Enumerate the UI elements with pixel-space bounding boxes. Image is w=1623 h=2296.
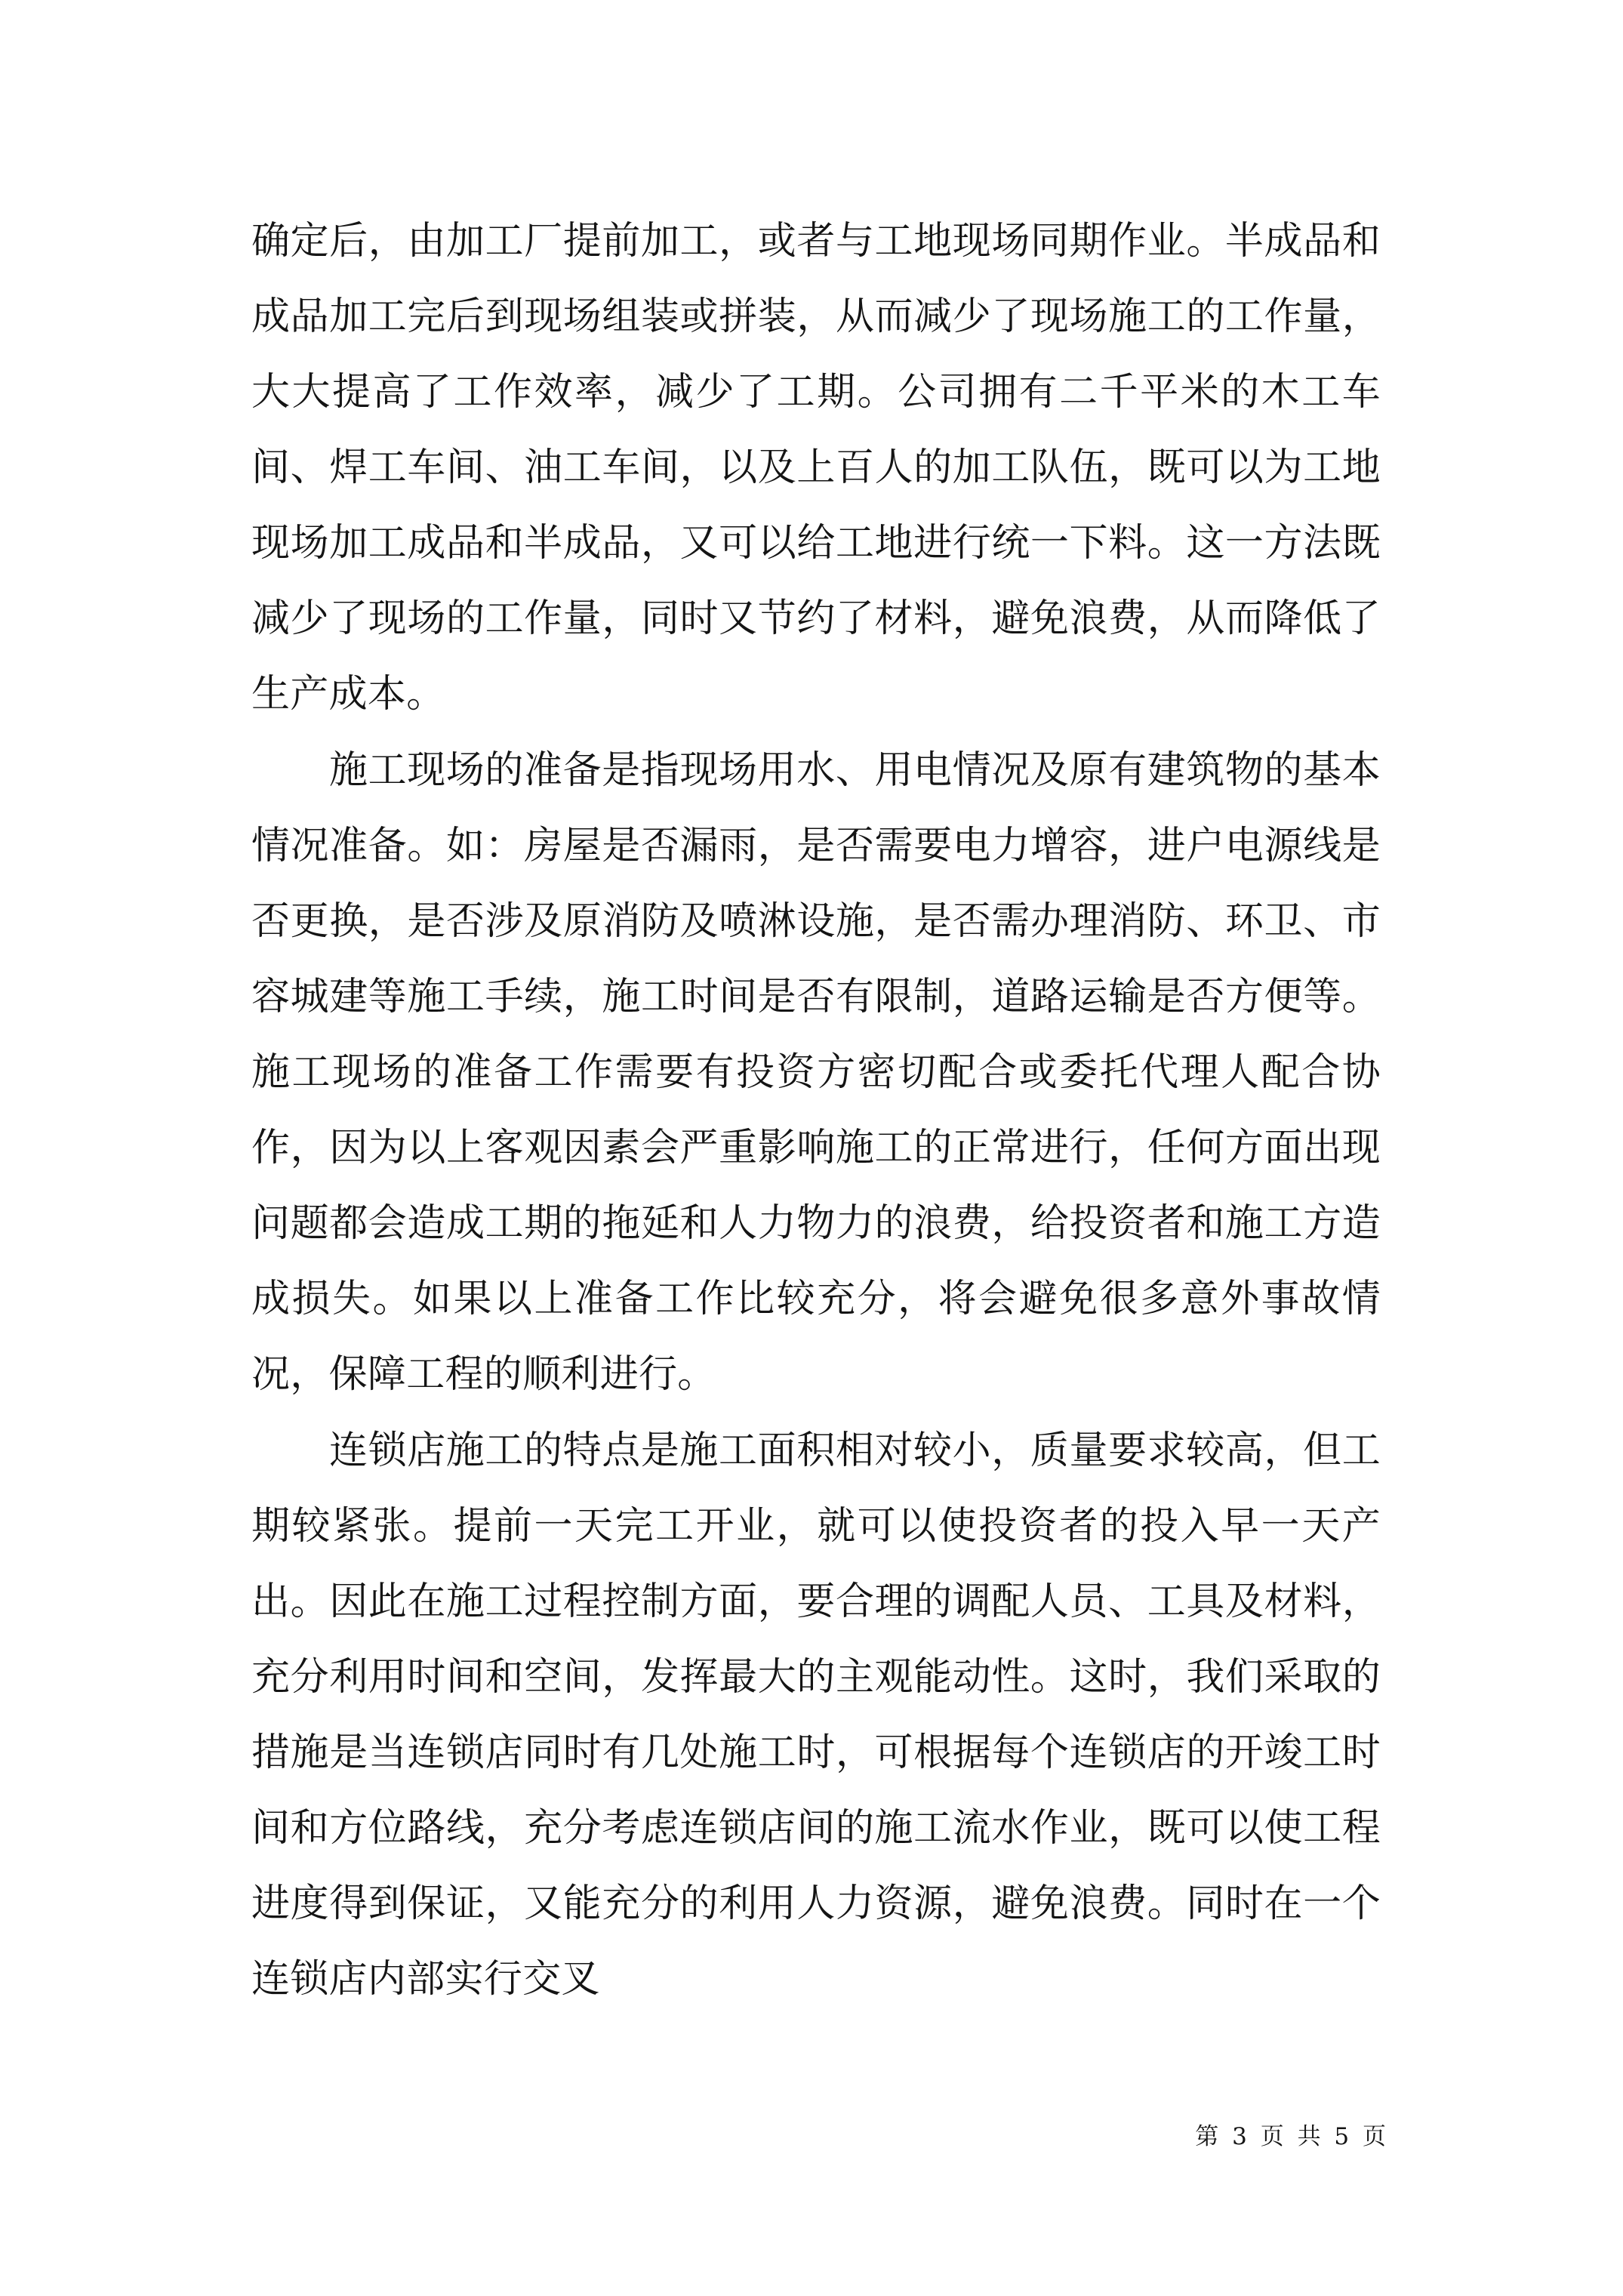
page-number-footer: 第 3 页 共 5 页 <box>1195 2123 1387 2150</box>
paragraph-chain-store-construction: 连锁店施工的特点是施工面积相对较小，质量要求较高，但工期较紧张。提前一天完工开业，就可以使投资者的投入早一天产出。因此在施工过程控制方面，要合理的调配人员、工具及材料，充分利用时间和空间，发挥最大的主观能动性。这时，我们采取的措施是当连锁店同时有几处施工时，可根据每个连锁店的开竣工时间和方位路线，充分考虑连锁店间的施工流水作业，既可以使工程进度得到保证，又能充分的利用人力资源，避免浪费。同时在一个连锁店内部实行交叉 <box>251 1428 1381 2002</box>
paragraph-site-preparation: 施工现场的准备是指现场用水、用电情况及原有建筑物的基本情况准备。如：房屋是否漏雨，是否需要电力增容，进户电源线是否更换，是否涉及原消防及喷淋设施，是否需办理消防、环卫、市容城建等施工手续，施工时间是否有限制，道路运输是否方便等。施工现场的准备工作需要有投资方密切配合或委托代理人配合协作，因为以上客观因素会严重影响施工的正常进行，任何方面出现问题都会造成工期的拖延和人力物力的浪费，给投资者和施工方造成损失。如果以上准备工作比较充分，将会避免很多意外事故情况，保障工程的顺利进行。 <box>251 748 1381 1397</box>
paragraph-prefabrication: 确定后，由加工厂提前加工，或者与工地现场同期作业。半成品和成品加工完后到现场组装或拼装，从而减少了现场施工的工作量，大大提高了工作效率，减少了工期。公司拥有二千平米的木工车间、焊工车间、油工车间，以及上百人的加工队伍，既可以为工地现场加工成品和半成品，又可以给工地进行统一下料。这一方法既减少了现场的工作量，同时又节约了材料，避免浪费，从而降低了生产成本。 <box>251 219 1381 717</box>
body-text <box>251 204 1381 2018</box>
